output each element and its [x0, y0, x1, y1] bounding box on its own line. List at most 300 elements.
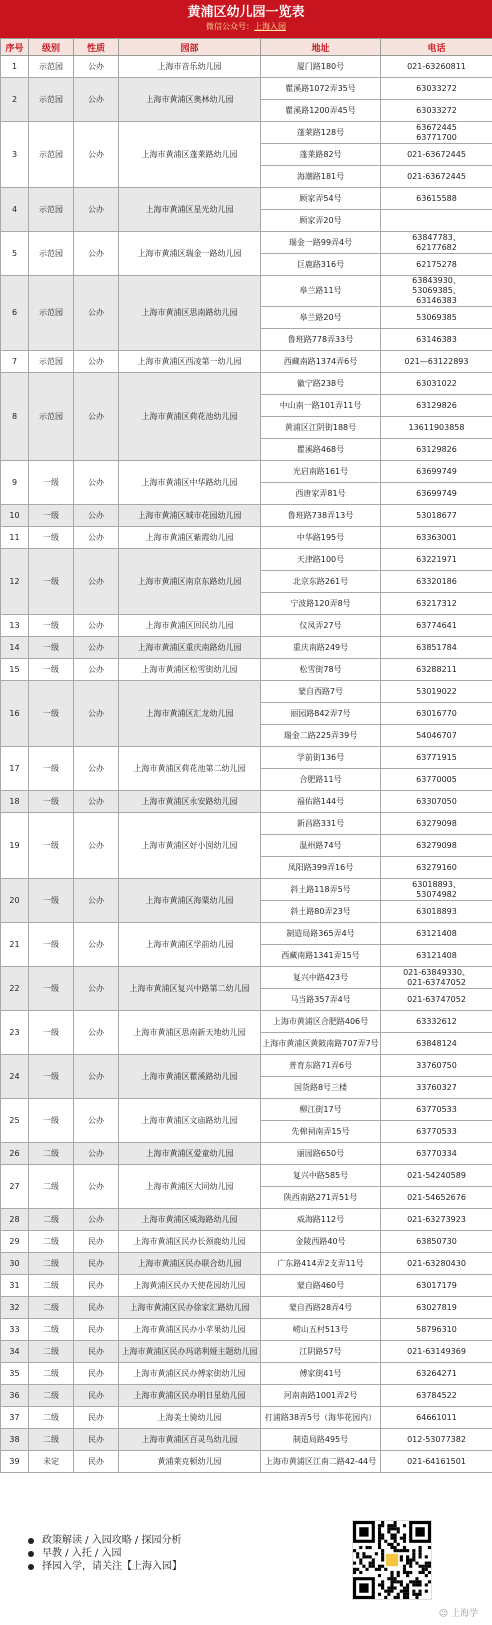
cell-address: 威海路112号	[261, 1209, 381, 1231]
cell-name: 上海市黄浦区思南新天地幼儿园	[119, 1011, 261, 1055]
cell-nature: 公办	[74, 527, 119, 549]
cell-level: 一级	[29, 747, 74, 791]
cell-level: 一级	[29, 813, 74, 879]
cell-address: 新昌路331号	[261, 813, 381, 835]
cell-no: 2	[1, 78, 29, 122]
cell-level: 一级	[29, 461, 74, 505]
col-header-nature: 性质	[74, 39, 119, 56]
cell-phone: 63018893	[381, 901, 492, 923]
cell-address: 复兴中路585号	[261, 1165, 381, 1187]
table-row	[1, 1429, 492, 1451]
cell-level: 二级	[29, 1429, 74, 1451]
cell-address: 丽园路842弄7号	[261, 703, 381, 725]
table-row	[1, 373, 492, 395]
table-row	[1, 813, 492, 835]
cell-nature: 公办	[74, 56, 119, 78]
cell-phone: 53069385	[381, 307, 492, 329]
cell-address: 上海市黄浦区合肥路406号	[261, 1011, 381, 1033]
cell-level: 一级	[29, 1011, 74, 1055]
cell-no: 10	[1, 505, 29, 527]
cell-phone: 13611903858	[381, 417, 492, 439]
cell-name: 黄浦莱克顿幼儿园	[119, 1451, 261, 1473]
cell-level: 一级	[29, 505, 74, 527]
cell-phone: 33760327	[381, 1077, 492, 1099]
table-row	[1, 791, 492, 813]
cell-address: 国货路8号三楼	[261, 1077, 381, 1099]
cell-address: 上海市黄浦区江南二路42-44号	[261, 1451, 381, 1473]
col-header-phone: 电话	[381, 39, 492, 56]
cell-nature: 公办	[74, 1165, 119, 1209]
credit-icon: ☺	[438, 1609, 451, 1619]
cell-name: 上海市黄浦区西凌第一幼儿园	[119, 351, 261, 373]
cell-phone: 63146383	[381, 329, 492, 351]
footer-item: 政策解读 / 入园攻略 / 探园分析	[28, 1534, 182, 1547]
cell-address: 丽园路650号	[261, 1143, 381, 1165]
cell-address: 傅家街41号	[261, 1363, 381, 1385]
cell-phone: 63770334	[381, 1143, 492, 1165]
cell-address: 巨鹿路316号	[261, 254, 381, 276]
cell-phone	[381, 210, 492, 232]
cell-level: 一级	[29, 791, 74, 813]
cell-phone: 021-63273923	[381, 1209, 492, 1231]
cell-level: 二级	[29, 1407, 74, 1429]
cell-level: 二级	[29, 1319, 74, 1341]
table-row	[1, 1099, 492, 1121]
cell-phone: 64661011	[381, 1407, 492, 1429]
cell-level: 二级	[29, 1253, 74, 1275]
cell-nature: 公办	[74, 967, 119, 1011]
cell-nature: 公办	[74, 1055, 119, 1099]
table-row	[1, 505, 492, 527]
cell-phone: 63320186	[381, 571, 492, 593]
cell-address: 宁波路120弄8号	[261, 593, 381, 615]
cell-phone: 63784522	[381, 1385, 492, 1407]
col-header-address: 地址	[261, 39, 381, 56]
cell-nature: 公办	[74, 232, 119, 276]
col-header-no: 序号	[1, 39, 29, 56]
cell-level: 二级	[29, 1363, 74, 1385]
table-row	[1, 188, 492, 210]
cell-no: 24	[1, 1055, 29, 1099]
cell-nature: 公办	[74, 276, 119, 351]
cell-name: 上海市黄浦区威海路幼儿园	[119, 1209, 261, 1231]
qr-code-graphic	[353, 1521, 431, 1599]
cell-phone: 63774641	[381, 615, 492, 637]
table-row	[1, 1363, 492, 1385]
cell-phone: 63279098	[381, 813, 492, 835]
cell-phone: 63031022	[381, 373, 492, 395]
cell-level: 一级	[29, 1055, 74, 1099]
footer	[0, 1506, 492, 1625]
cell-name: 上海市黄浦区重庆南路幼儿园	[119, 637, 261, 659]
cell-name: 上海市黄浦区瑞金一路幼儿园	[119, 232, 261, 276]
cell-phone: 021-64161501	[381, 1451, 492, 1473]
cell-nature: 民办	[74, 1429, 119, 1451]
credit-text: 上海学	[450, 1609, 478, 1619]
cell-phone: 58796310	[381, 1319, 492, 1341]
cell-address: 瞿溪路468号	[261, 439, 381, 461]
table-row	[1, 232, 492, 254]
cell-nature: 公办	[74, 615, 119, 637]
table-row	[1, 1165, 492, 1187]
cell-address: 马当路357弄4号	[261, 989, 381, 1011]
table-row	[1, 1407, 492, 1429]
cell-no: 23	[1, 1011, 29, 1055]
title-banner	[0, 0, 492, 38]
credit-watermark	[439, 1606, 478, 1619]
cell-no: 18	[1, 791, 29, 813]
cell-nature: 公办	[74, 681, 119, 747]
cell-level: 示范园	[29, 232, 74, 276]
cell-name: 上海市黄浦区民办玛诺利娅主题幼儿园	[119, 1341, 261, 1363]
cell-phone: 63363001	[381, 527, 492, 549]
cell-phone: 021-63672445	[381, 144, 492, 166]
table-row	[1, 351, 492, 373]
cell-address: 广东路414弄2支弄11号	[261, 1253, 381, 1275]
cell-level: 一级	[29, 923, 74, 967]
cell-nature: 公办	[74, 659, 119, 681]
table-row	[1, 1385, 492, 1407]
cell-phone: 63221971	[381, 549, 492, 571]
cell-address: 皋兰路11号	[261, 276, 381, 307]
cell-no: 15	[1, 659, 29, 681]
cell-name: 上海市黄浦区复兴中路第二幼儿园	[119, 967, 261, 1011]
cell-no: 11	[1, 527, 29, 549]
table-row	[1, 78, 492, 100]
cell-name: 上海市黄浦区汇龙幼儿园	[119, 681, 261, 747]
cell-nature: 公办	[74, 1099, 119, 1143]
cell-level: 一级	[29, 967, 74, 1011]
table-header	[1, 39, 492, 56]
cell-name: 上海黄浦区民办天使花园幼儿园	[119, 1275, 261, 1297]
cell-level: 示范园	[29, 351, 74, 373]
cell-address: 上海市黄浦区黄陂南路707弄7号	[261, 1033, 381, 1055]
table-row	[1, 56, 492, 78]
cell-level: 一级	[29, 637, 74, 659]
cell-nature: 公办	[74, 373, 119, 461]
cell-nature: 民办	[74, 1231, 119, 1253]
cell-no: 35	[1, 1363, 29, 1385]
cell-phone: 63288211	[381, 659, 492, 681]
cell-no: 6	[1, 276, 29, 351]
cell-name: 上海市黄浦区星光幼儿园	[119, 188, 261, 232]
cell-no: 9	[1, 461, 29, 505]
cell-level: 未定	[29, 1451, 74, 1473]
cell-name: 上海市黄浦区爱童幼儿园	[119, 1143, 261, 1165]
kindergarten-table	[0, 38, 492, 1473]
cell-phone: 63771915	[381, 747, 492, 769]
cell-nature: 公办	[74, 879, 119, 923]
table-body	[1, 56, 492, 1473]
cell-address: 天津路100号	[261, 549, 381, 571]
cell-address: 瑞金一路99弄4号	[261, 232, 381, 254]
cell-no: 28	[1, 1209, 29, 1231]
cell-phone: 021-63280430	[381, 1253, 492, 1275]
cell-no: 30	[1, 1253, 29, 1275]
cell-nature: 公办	[74, 1209, 119, 1231]
cell-name: 上海市黄浦区回民幼儿园	[119, 615, 261, 637]
cell-address: 金陵西路40号	[261, 1231, 381, 1253]
table-row	[1, 1055, 492, 1077]
cell-nature: 民办	[74, 1451, 119, 1473]
cell-address: 崂山五村513号	[261, 1319, 381, 1341]
cell-no: 33	[1, 1319, 29, 1341]
cell-address: 西藏南路1374弄6号	[261, 351, 381, 373]
cell-name: 上海市黄浦区紫霞幼儿园	[119, 527, 261, 549]
cell-address: 徽宁路238号	[261, 373, 381, 395]
cell-address: 西唐家弄81号	[261, 483, 381, 505]
cell-level: 示范园	[29, 373, 74, 461]
table-row	[1, 681, 492, 703]
cell-phone: 54046707	[381, 725, 492, 747]
cell-nature: 公办	[74, 923, 119, 967]
cell-phone: 63121408	[381, 945, 492, 967]
cell-level: 二级	[29, 1385, 74, 1407]
cell-nature: 民办	[74, 1363, 119, 1385]
cell-level: 示范园	[29, 276, 74, 351]
cell-no: 36	[1, 1385, 29, 1407]
cell-address: 鲁班路778弄33号	[261, 329, 381, 351]
cell-nature: 公办	[74, 351, 119, 373]
cell-level: 二级	[29, 1297, 74, 1319]
cell-phone: 63017179	[381, 1275, 492, 1297]
cell-phone: 53018677	[381, 505, 492, 527]
cell-phone: 021-63149369	[381, 1341, 492, 1363]
cell-level: 二级	[29, 1341, 74, 1363]
cell-level: 一级	[29, 659, 74, 681]
cell-phone: 63770533	[381, 1099, 492, 1121]
cell-address: 松雪街78号	[261, 659, 381, 681]
cell-phone: 63217312	[381, 593, 492, 615]
cell-no: 26	[1, 1143, 29, 1165]
footer-item: 早教 / 入托 / 入园	[28, 1547, 182, 1560]
cell-phone: 63033272	[381, 78, 492, 100]
cell-address: 厦门路180号	[261, 56, 381, 78]
wechat-account: 上海入园	[254, 22, 286, 31]
table-row	[1, 615, 492, 637]
table-row	[1, 1011, 492, 1033]
cell-nature: 公办	[74, 549, 119, 615]
cell-phone: 63307050	[381, 791, 492, 813]
cell-level: 一级	[29, 615, 74, 637]
cell-name: 上海市黄浦区蓬莱路幼儿园	[119, 122, 261, 188]
cell-address: 制造局路365弄4号	[261, 923, 381, 945]
cell-phone: 63672445 63771700	[381, 122, 492, 144]
cell-no: 29	[1, 1231, 29, 1253]
cell-nature: 民办	[74, 1319, 119, 1341]
cell-nature: 民办	[74, 1253, 119, 1275]
cell-address: 福佑路144号	[261, 791, 381, 813]
cell-phone: 021-63747052	[381, 989, 492, 1011]
footer-item: 择园入学，请关注【上海入园】	[28, 1560, 182, 1573]
cell-name: 上海市黄浦区荷花池第二幼儿园	[119, 747, 261, 791]
cell-phone: 63699749	[381, 461, 492, 483]
cell-nature: 公办	[74, 78, 119, 122]
cell-nature: 公办	[74, 747, 119, 791]
cell-nature: 民办	[74, 1385, 119, 1407]
cell-address: 中华路195号	[261, 527, 381, 549]
cell-address: 蓬莱路128号	[261, 122, 381, 144]
cell-name: 上海市黄浦区民办小苹果幼儿园	[119, 1319, 261, 1341]
cell-phone: 021-54240589	[381, 1165, 492, 1187]
cell-address: 顾家弄54号	[261, 188, 381, 210]
cell-nature: 公办	[74, 505, 119, 527]
table-row	[1, 1143, 492, 1165]
cell-nature: 公办	[74, 791, 119, 813]
cell-phone: 63848124	[381, 1033, 492, 1055]
cell-address: 合肥路11号	[261, 769, 381, 791]
cell-phone: 63615588	[381, 188, 492, 210]
cell-address: 蓬莱路82号	[261, 144, 381, 166]
table-row	[1, 923, 492, 945]
cell-address: 学前街136号	[261, 747, 381, 769]
cell-nature: 公办	[74, 122, 119, 188]
table-row	[1, 461, 492, 483]
cell-name: 上海市黄浦区荷花池幼儿园	[119, 373, 261, 461]
cell-nature: 民办	[74, 1407, 119, 1429]
cell-name: 上海市黄浦区民办联合幼儿园	[119, 1253, 261, 1275]
cell-no: 16	[1, 681, 29, 747]
cell-phone: 63264271	[381, 1363, 492, 1385]
cell-phone: 63129826	[381, 439, 492, 461]
cell-address: 制造局路495号	[261, 1429, 381, 1451]
cell-address: 斜土路80弄23号	[261, 901, 381, 923]
cell-nature: 公办	[74, 1143, 119, 1165]
table-row	[1, 1209, 492, 1231]
cell-no: 38	[1, 1429, 29, 1451]
cell-phone: 63699749	[381, 483, 492, 505]
cell-no: 17	[1, 747, 29, 791]
cell-level: 一级	[29, 681, 74, 747]
col-header-name: 园部	[119, 39, 261, 56]
qr-code	[352, 1520, 432, 1600]
cell-phone: 63018893、 53074982	[381, 879, 492, 901]
cell-nature: 公办	[74, 461, 119, 505]
cell-level: 二级	[29, 1231, 74, 1253]
cell-address: 江阴路57号	[261, 1341, 381, 1363]
cell-name: 上海市黄浦区大同幼儿园	[119, 1165, 261, 1209]
subtitle-prefix: 微信公众号：	[206, 22, 254, 31]
cell-name: 上海市黄浦区南京东路幼儿园	[119, 549, 261, 615]
cell-address: 顾家弄20号	[261, 210, 381, 232]
cell-level: 示范园	[29, 122, 74, 188]
cell-address: 河南南路1001弄2号	[261, 1385, 381, 1407]
footer-list	[28, 1534, 182, 1573]
cell-no: 13	[1, 615, 29, 637]
cell-no: 32	[1, 1297, 29, 1319]
cell-address: 普育东路71弄6号	[261, 1055, 381, 1077]
cell-level: 示范园	[29, 188, 74, 232]
cell-nature: 公办	[74, 1011, 119, 1055]
cell-nature: 公办	[74, 813, 119, 879]
cell-level: 二级	[29, 1275, 74, 1297]
cell-phone: 63847783、 62177682	[381, 232, 492, 254]
cell-level: 示范园	[29, 78, 74, 122]
cell-name: 上海美士骑幼儿园	[119, 1407, 261, 1429]
cell-nature: 民办	[74, 1297, 119, 1319]
cell-address: 北京东路261号	[261, 571, 381, 593]
cell-phone: 021-63260811	[381, 56, 492, 78]
cell-phone: 62175278	[381, 254, 492, 276]
cell-address: 皋兰路20号	[261, 307, 381, 329]
cell-address: 陕西南路271弄51号	[261, 1187, 381, 1209]
cell-level: 一级	[29, 527, 74, 549]
cell-name: 上海市黄浦区民办明日星幼儿园	[119, 1385, 261, 1407]
table-row	[1, 1451, 492, 1473]
cell-name: 上海市黄浦区永安路幼儿园	[119, 791, 261, 813]
cell-level: 一级	[29, 879, 74, 923]
cell-name: 上海市黄浦区文庙路幼儿园	[119, 1099, 261, 1143]
cell-nature: 公办	[74, 637, 119, 659]
table-row	[1, 1275, 492, 1297]
table-row	[1, 637, 492, 659]
cell-no: 27	[1, 1165, 29, 1209]
cell-address: 柳江街17号	[261, 1099, 381, 1121]
cell-name: 上海市黄浦区民办徐家汇路幼儿园	[119, 1297, 261, 1319]
cell-phone: 63279098	[381, 835, 492, 857]
cell-address: 仪凤弄27号	[261, 615, 381, 637]
cell-address: 瑞金二路225弄39号	[261, 725, 381, 747]
cell-nature: 民办	[74, 1341, 119, 1363]
cell-name: 上海市黄浦区思南路幼儿园	[119, 276, 261, 351]
cell-address: 黄浦区江阴街188号	[261, 417, 381, 439]
table-row	[1, 1341, 492, 1363]
cell-phone: 63770533	[381, 1121, 492, 1143]
table-row	[1, 659, 492, 681]
cell-no: 34	[1, 1341, 29, 1363]
cell-name: 上海市黄浦区民办长颈鹿幼儿园	[119, 1231, 261, 1253]
cell-level: 一级	[29, 1099, 74, 1143]
cell-name: 上海市黄浦区民办傅家街幼儿园	[119, 1363, 261, 1385]
cell-nature: 民办	[74, 1275, 119, 1297]
cell-phone: 021—63122893	[381, 351, 492, 373]
cell-address: 蒙自路460号	[261, 1275, 381, 1297]
cell-no: 31	[1, 1275, 29, 1297]
cell-address: 温州路74号	[261, 835, 381, 857]
table-row	[1, 967, 492, 989]
cell-address: 瞿溪路1072弄35号	[261, 78, 381, 100]
cell-no: 20	[1, 879, 29, 923]
cell-no: 5	[1, 232, 29, 276]
cell-no: 7	[1, 351, 29, 373]
cell-no: 4	[1, 188, 29, 232]
cell-no: 19	[1, 813, 29, 879]
cell-no: 3	[1, 122, 29, 188]
cell-phone: 63770005	[381, 769, 492, 791]
cell-phone: 63332612	[381, 1011, 492, 1033]
cell-name: 上海市黄浦区奥林幼儿园	[119, 78, 261, 122]
cell-phone: 63843930、 53069385、 63146383	[381, 276, 492, 307]
cell-phone: 63129826	[381, 395, 492, 417]
table-row	[1, 747, 492, 769]
cell-phone: 012-53077382	[381, 1429, 492, 1451]
cell-phone: 53019022	[381, 681, 492, 703]
table-row	[1, 1231, 492, 1253]
cell-phone: 63016770	[381, 703, 492, 725]
cell-phone: 63033272	[381, 100, 492, 122]
cell-name: 上海市黄浦区好小囡幼儿园	[119, 813, 261, 879]
cell-name: 上海市音乐幼儿园	[119, 56, 261, 78]
cell-phone: 021-63849330、 021-63747052	[381, 967, 492, 989]
cell-name: 上海市黄浦区城市花园幼儿园	[119, 505, 261, 527]
page-title: 黄浦区幼儿园一览表	[187, 5, 305, 20]
cell-no: 25	[1, 1099, 29, 1143]
cell-level: 二级	[29, 1209, 74, 1231]
table-row	[1, 549, 492, 571]
cell-no: 14	[1, 637, 29, 659]
cell-phone: 63279160	[381, 857, 492, 879]
cell-address: 复兴中路423号	[261, 967, 381, 989]
